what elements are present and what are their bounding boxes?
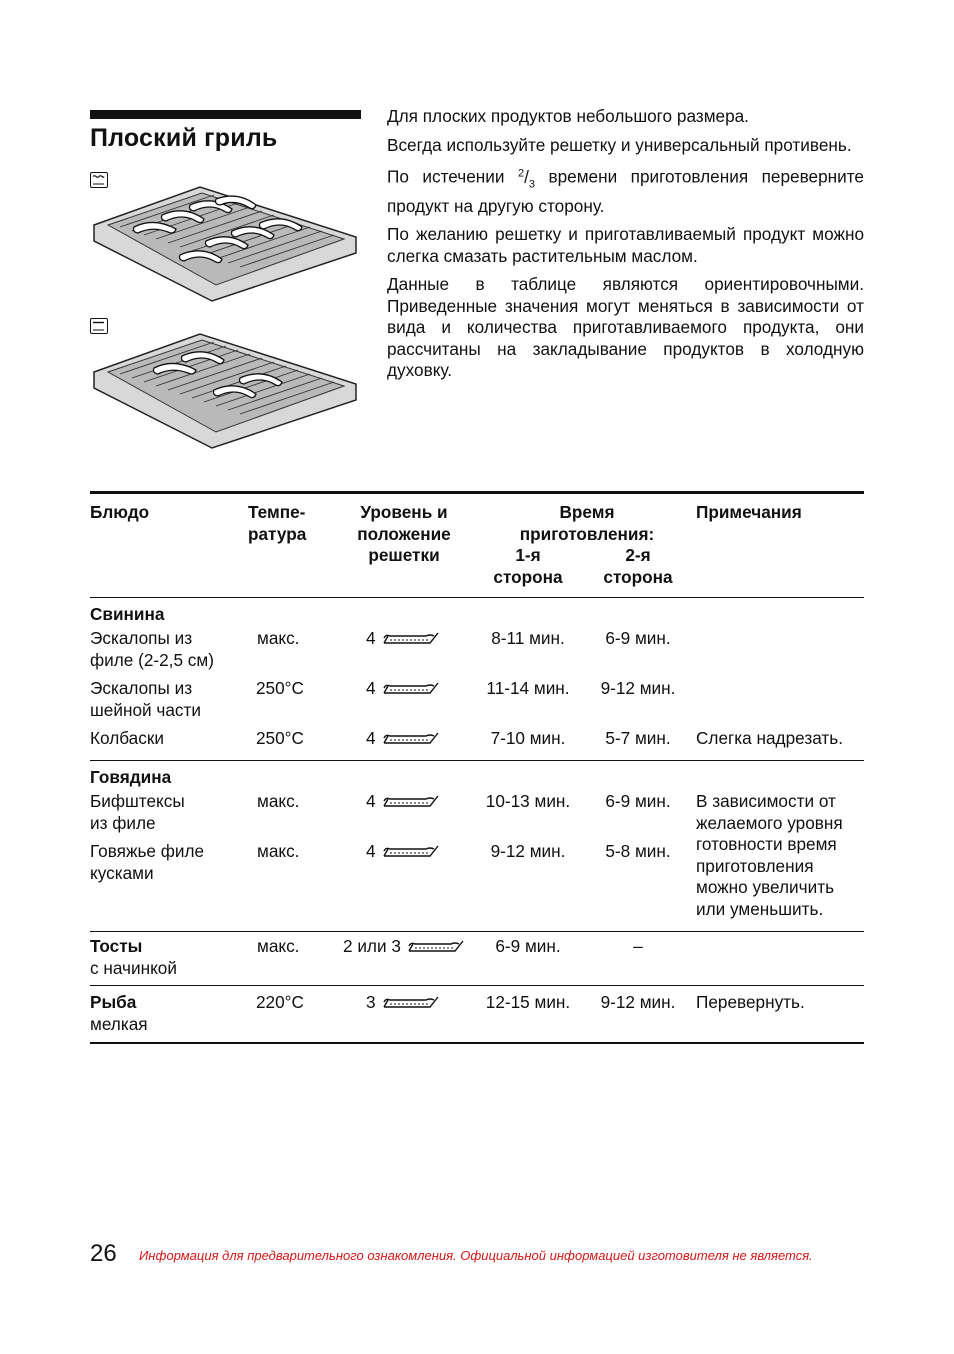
group-toast: Тосты [90,936,143,956]
table-header [90,494,864,597]
header-side1: 1-я сторона [493,545,563,587]
group-fish: Рыба [90,992,137,1012]
shelf-level-icon [382,844,440,860]
footer-disclaimer: Информация для предварительного ознакомления. Официальной информацией изготовителя не является. [139,1248,813,1263]
table-row: Рыба мелкая 220°C 3 12-15 мин. 9-12 мин. Перевернуть. [90,992,805,1034]
table-row: Эскалопы из филе (2-2,5 см) макс. 4 8-11 мин. 6-9 мин. [90,628,671,670]
grill-table [90,491,864,1044]
shelf-level-icon [382,631,440,647]
intro-p2: Всегда используйте решетку и универсальный противень. [387,134,852,155]
shelf-level-icon [382,794,440,810]
table-bottom-rule [90,1042,864,1044]
group-pork: Свинина [90,604,165,624]
shelf-level-icon [382,995,440,1011]
intro-p5: Данные в таблице являются ориентировочными. Приведенные значения могут меняться в зависимости от вида и количества приготавливаемого продукта, они рассчитаны на закладывание продуктов в холодную духовку. [387,274,864,381]
group-beef: Говядина [90,767,172,787]
header-dish: Блюдо [90,502,150,522]
header-notes: Примечания [696,502,802,522]
title-bar [90,110,361,119]
table-row: Тосты с начинкой макс. 2 или 3 6-9 мин. – [90,936,643,978]
table-row: Бифштексы из филе макс. 4 10-13 мин. 6-9 мин. В зависимости от желаемого уровня готовности время приготовления можно увеличить или уменьшить. [90,791,843,919]
intro-p4: По желанию решетку и приготавливаемый продукт можно слегка смазать растительным маслом. [387,224,864,266]
page-title: Плоский гриль [90,124,278,152]
table-row: Говяжье филе кусками макс. 4 9-12 мин. 5-8 мин. [90,841,671,883]
shelf-level-icon [407,939,465,955]
intro-text [387,106,864,389]
page-number: 26 [90,1240,117,1267]
shelf-level-icon [382,731,440,747]
shelf-level-icon [382,681,440,697]
header-side2: 2-я сторона [603,545,673,587]
header-level: Уровень и положение решетки [357,502,451,565]
rack-with-sausages-illustration [90,185,360,305]
header-temp: Темпе- ратура [248,502,307,544]
intro-p3: По истечении $^2/_3$ времени приготовления переверните продукт на другую сторону. [387,166,864,216]
table-row: Колбаски 250°C 4 7-10 мин. 5-7 мин. Слегка надрезать. [90,728,843,748]
header-time: Время приготовления: [519,502,655,544]
table-row: Эскалопы из шейной части 250°C 4 11-14 мин. 9-12 мин. [90,678,676,720]
intro-p1: Для плоских продуктов небольшого размера. [387,106,749,126]
rack-on-tray-illustration [90,332,360,452]
